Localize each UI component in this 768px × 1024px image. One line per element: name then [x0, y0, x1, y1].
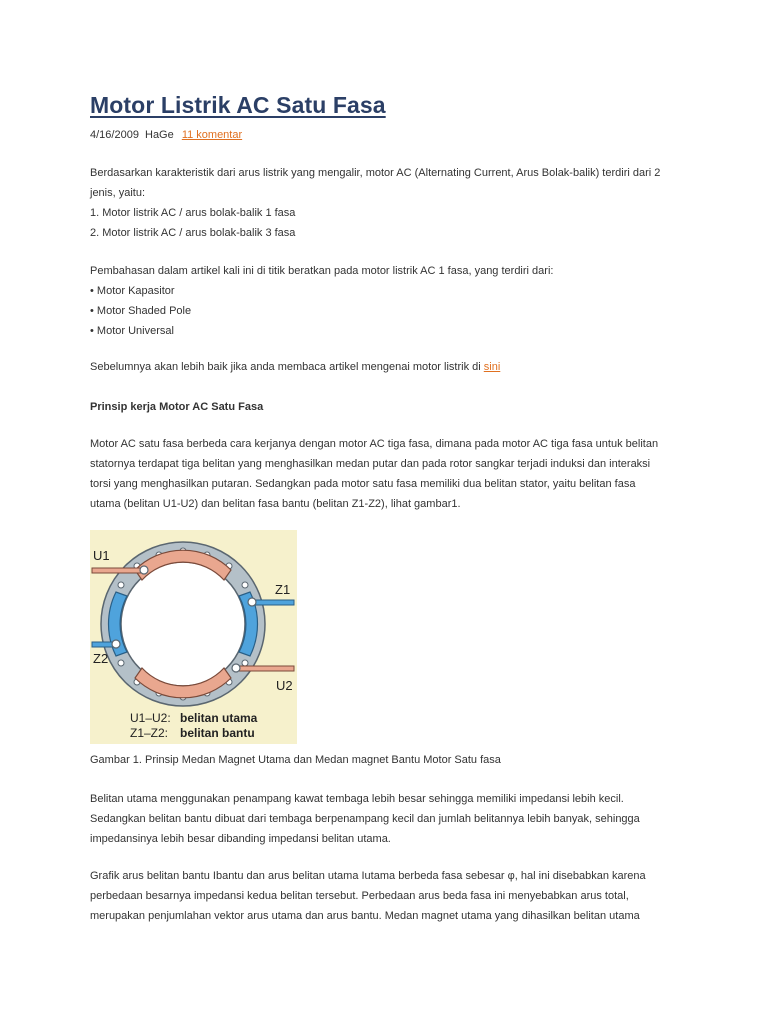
section-heading: Prinsip kerja Motor AC Satu Fasa — [90, 401, 264, 413]
intro-paragraph — [90, 163, 690, 243]
phase-line-1: Grafik arus belitan bantu Ibantu dan arus belitan utama Iutama berbeda fasa sebesar φ, hal ini disebabkan karena — [90, 870, 646, 882]
rotor-bore — [121, 562, 245, 686]
winding-paragraph — [90, 789, 690, 849]
prior-reading-text: Sebelumnya akan lebih baik jika anda membaca artikel mengenai motor listrik di — [90, 361, 484, 373]
figure-caption: Gambar 1. Prinsip Medan Magnet Utama dan Medan magnet Bantu Motor Satu fasa — [90, 754, 501, 766]
prior-reading-paragraph — [90, 357, 690, 377]
comments-link[interactable]: 11 komentar — [181, 129, 243, 141]
label-u1: U1 — [93, 548, 110, 563]
lead-z1 — [252, 600, 294, 605]
legend-key-aux: Z1–Z2: — [130, 726, 169, 740]
motor-winding-figure — [90, 530, 297, 744]
principle-line-3: torsi yang menghasilkan putaran. Sedangkan pada motor satu fasa memiliki dua belitan stator, yaitu belitan fasa — [90, 478, 636, 490]
article-title[interactable]: Motor Listrik AC Satu Fasa — [90, 92, 386, 118]
principle-line-1: Motor AC satu fasa berbeda cara kerjanya dengan motor AC tiga fasa, dimana pada motor AC tiga fasa untuk belitan — [90, 438, 659, 450]
lead-u2 — [236, 666, 294, 671]
post-meta — [90, 129, 242, 141]
intro-line-4: 2. Motor listrik AC / arus bolak-balik 3 fasa — [90, 227, 296, 239]
legend-val-main: belitan utama — [180, 711, 258, 725]
bullet-motor-kapasitor: • Motor Kapasitor — [90, 285, 175, 297]
intro-line-3: 1. Motor listrik AC / arus bolak-balik 1 fasa — [90, 207, 296, 219]
focus-line-1: Pembahasan dalam artikel kali ini di titik beratkan pada motor listrik AC 1 fasa, yang terdiri dari: — [90, 265, 554, 277]
label-z2: Z2 — [93, 651, 109, 666]
intro-line-1: Berdasarkan karakteristik dari arus listrik yang mengalir, motor AC (Alternating Current, Arus Bolak-balik) terdiri dari 2 — [90, 167, 661, 179]
phase-line-2: perbedaan besarnya impedansi kedua belitan tersebut. Perbedaan arus beda fasa ini menyebabkan arus total, — [90, 890, 629, 902]
post-date: 4/16/2009 — [90, 129, 139, 141]
phase-paragraph — [90, 866, 690, 926]
winding-line-3: impedansinya lebih besar dibanding impedansi belitan utama. — [90, 833, 391, 845]
legend-key-main: U1–U2: — [130, 711, 171, 725]
legend-val-aux: belitan bantu — [180, 726, 255, 740]
principle-line-2: statornya terdapat tiga belitan yang menghasilkan medan putar dan pada rotor sangkar terjadi induksi dan interaksi — [90, 458, 651, 470]
label-z1: Z1 — [275, 582, 291, 597]
post-author: HaGe — [145, 129, 174, 141]
winding-line-2: Sedangkan belitan bantu dibuat dari tembaga berpenampang kecil dan jumlah belitannya lebih banyak, sehingga — [90, 813, 640, 825]
label-u2: U2 — [276, 678, 293, 693]
focus-paragraph — [90, 261, 690, 341]
phase-line-3: merupakan penjumlahan vektor arus utama dan arus bantu. Medan magnet utama yang dihasilkan belitan utama — [90, 910, 640, 922]
lead-u1 — [92, 568, 144, 573]
intro-line-2: jenis, yaitu: — [90, 187, 146, 199]
sini-link[interactable]: sini — [483, 361, 501, 373]
bullet-motor-universal: • Motor Universal — [90, 325, 174, 337]
winding-diagram — [90, 530, 297, 744]
principle-paragraph — [90, 434, 690, 514]
principle-line-4: utama (belitan U1-U2) dan belitan fasa bantu (belitan Z1-Z2), lihat gambar1. — [90, 498, 461, 510]
winding-line-1: Belitan utama menggunakan penampang kawat tembaga lebih besar sehingga memiliki impedansi lebih kecil. — [90, 793, 624, 805]
bullet-motor-shaded-pole: • Motor Shaded Pole — [90, 305, 192, 317]
